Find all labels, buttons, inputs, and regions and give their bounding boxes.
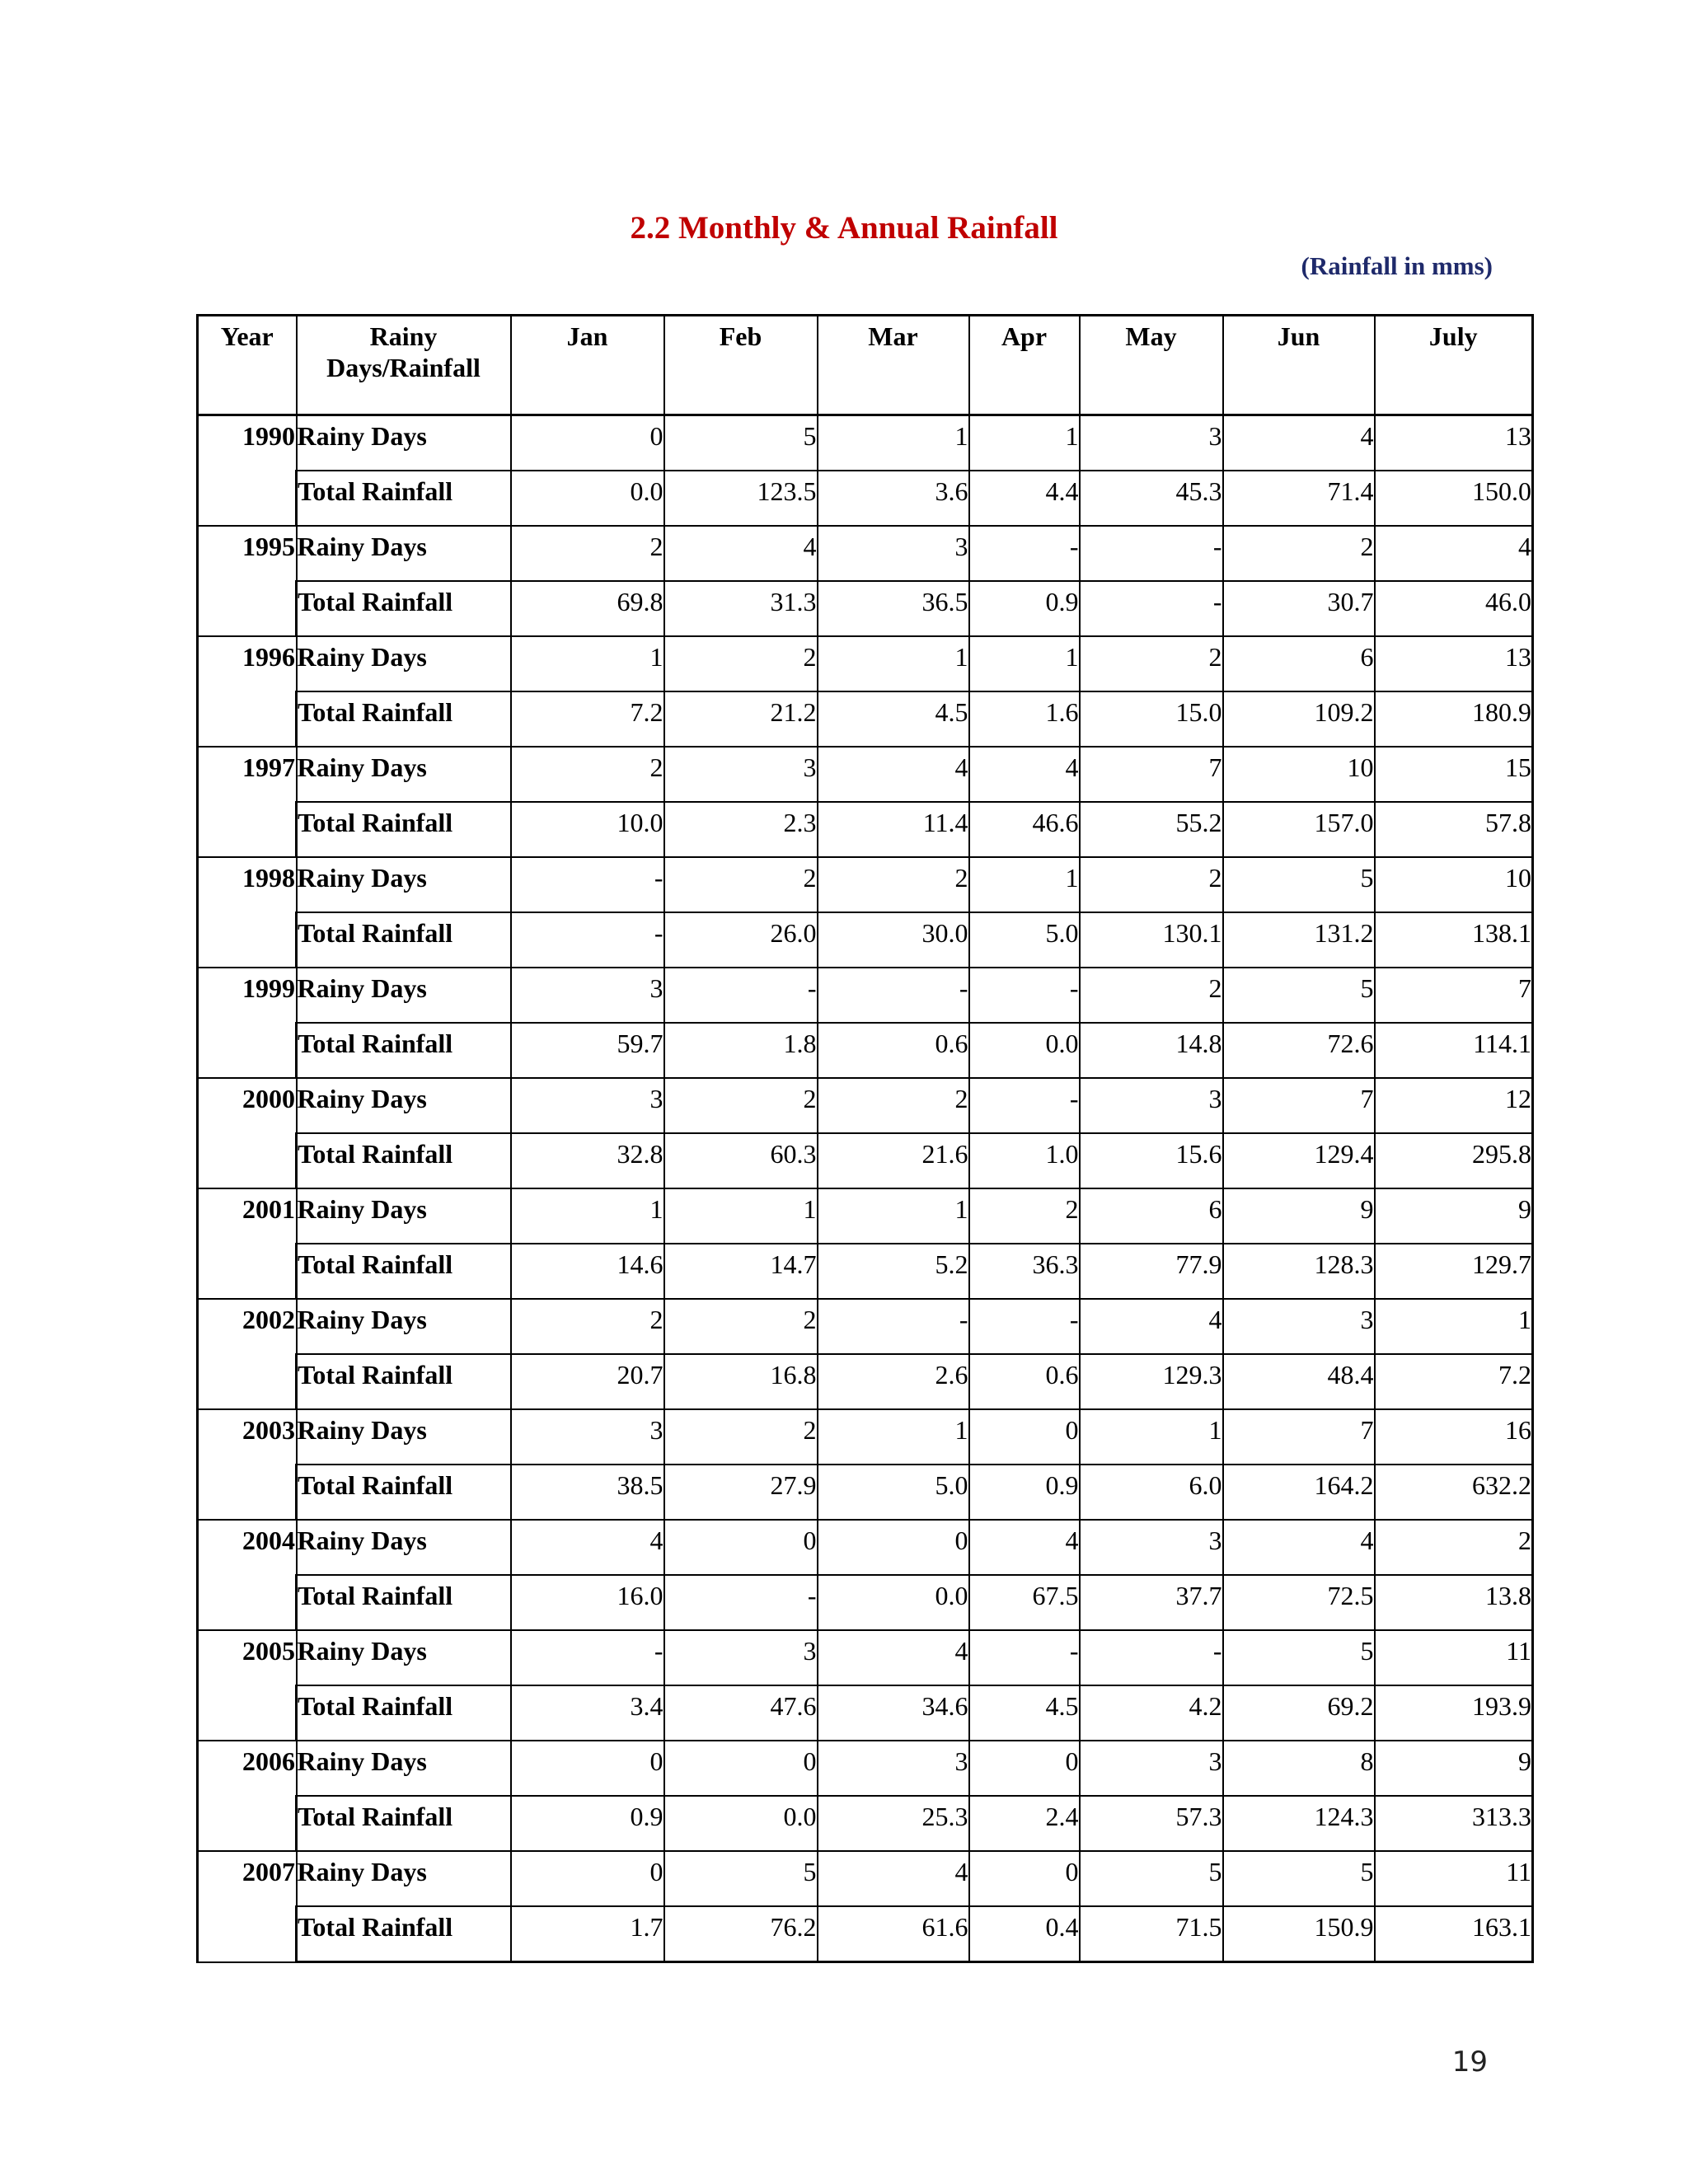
value-cell: 55.2 — [1080, 802, 1223, 857]
year-cell: 2006 — [198, 1741, 297, 1851]
value-cell: 163.1 — [1375, 1906, 1533, 1962]
total-rainfall-label: Total Rainfall — [297, 802, 511, 857]
total-rainfall-label: Total Rainfall — [297, 912, 511, 968]
value-cell: 295.8 — [1375, 1133, 1533, 1188]
value-cell: 2 — [818, 857, 969, 912]
table-row — [198, 1630, 1533, 1685]
total-rainfall-label: Total Rainfall — [297, 1244, 511, 1299]
value-cell: 5 — [664, 1851, 818, 1906]
value-cell: 30.7 — [1223, 581, 1375, 636]
header-row — [198, 316, 1533, 415]
value-cell: 59.7 — [511, 1023, 664, 1078]
value-cell: 3 — [511, 968, 664, 1023]
year-cell: 2003 — [198, 1409, 297, 1520]
total-rainfall-label: Total Rainfall — [297, 581, 511, 636]
value-cell: - — [664, 1575, 818, 1630]
rainy-days-label: Rainy Days — [297, 1078, 511, 1133]
table-row — [198, 1741, 1533, 1796]
table-row — [198, 471, 1533, 526]
value-cell: 32.8 — [511, 1133, 664, 1188]
value-cell: 77.9 — [1080, 1244, 1223, 1299]
value-cell: 0.9 — [969, 581, 1080, 636]
value-cell: 15 — [1375, 747, 1533, 802]
value-cell: 14.7 — [664, 1244, 818, 1299]
table-row — [198, 968, 1533, 1023]
value-cell: - — [1080, 526, 1223, 581]
value-cell: 1 — [818, 1188, 969, 1244]
rainy-days-label: Rainy Days — [297, 636, 511, 691]
year-cell: 1995 — [198, 526, 297, 636]
value-cell: - — [818, 1299, 969, 1354]
rainy-days-label: Rainy Days — [297, 526, 511, 581]
value-cell: 5 — [1223, 968, 1375, 1023]
page-title: 2.2 Monthly & Annual Rainfall — [630, 210, 1058, 246]
value-cell: 69.2 — [1223, 1685, 1375, 1741]
value-cell: 1 — [664, 1188, 818, 1244]
value-cell: 2.3 — [664, 802, 818, 857]
value-cell: 10 — [1375, 857, 1533, 912]
value-cell: 1 — [818, 1409, 969, 1465]
value-cell: 9 — [1223, 1188, 1375, 1244]
units-note: (Rainfall in mms) — [1301, 251, 1493, 280]
value-cell: 3 — [1223, 1299, 1375, 1354]
total-rainfall-label: Total Rainfall — [297, 1133, 511, 1188]
table-row — [198, 1796, 1533, 1851]
value-cell: 632.2 — [1375, 1465, 1533, 1520]
rainy-days-label: Rainy Days — [297, 747, 511, 802]
column-header-july: July — [1375, 316, 1533, 415]
value-cell: 47.6 — [664, 1685, 818, 1741]
table-row — [198, 1575, 1533, 1630]
value-cell: 2 — [664, 1409, 818, 1465]
value-cell: 2 — [511, 747, 664, 802]
value-cell: 38.5 — [511, 1465, 664, 1520]
value-cell: 2 — [664, 1299, 818, 1354]
value-cell: 0.9 — [511, 1796, 664, 1851]
value-cell: 0 — [511, 1741, 664, 1796]
value-cell: 3 — [1080, 415, 1223, 471]
value-cell: 1 — [969, 857, 1080, 912]
value-cell: 0 — [969, 1741, 1080, 1796]
value-cell: 4.2 — [1080, 1685, 1223, 1741]
table-row — [198, 1906, 1533, 1962]
value-cell: 37.7 — [1080, 1575, 1223, 1630]
value-cell: 13.8 — [1375, 1575, 1533, 1630]
value-cell: 2 — [1080, 968, 1223, 1023]
value-cell: 4.5 — [969, 1685, 1080, 1741]
value-cell: - — [1080, 581, 1223, 636]
year-cell: 1990 — [198, 415, 297, 527]
value-cell: 0 — [511, 415, 664, 471]
value-cell: 1.8 — [664, 1023, 818, 1078]
value-cell: - — [664, 968, 818, 1023]
value-cell: 27.9 — [664, 1465, 818, 1520]
table-row — [198, 747, 1533, 802]
rainy-days-label: Rainy Days — [297, 1851, 511, 1906]
value-cell: 57.8 — [1375, 802, 1533, 857]
value-cell: 21.2 — [664, 691, 818, 747]
value-cell: 69.8 — [511, 581, 664, 636]
value-cell: 11.4 — [818, 802, 969, 857]
value-cell: 3 — [1080, 1520, 1223, 1575]
column-header-mar: Mar — [818, 316, 969, 415]
value-cell: 5 — [1080, 1851, 1223, 1906]
year-cell: 2007 — [198, 1851, 297, 1962]
value-cell: 25.3 — [818, 1796, 969, 1851]
value-cell: 130.1 — [1080, 912, 1223, 968]
value-cell: 76.2 — [664, 1906, 818, 1962]
total-rainfall-label: Total Rainfall — [297, 1023, 511, 1078]
value-cell: 2.6 — [818, 1354, 969, 1409]
value-cell: - — [511, 912, 664, 968]
value-cell: 128.3 — [1223, 1244, 1375, 1299]
value-cell: 3 — [664, 747, 818, 802]
value-cell: 14.8 — [1080, 1023, 1223, 1078]
value-cell: 1.6 — [969, 691, 1080, 747]
value-cell: 16.0 — [511, 1575, 664, 1630]
value-cell: 129.7 — [1375, 1244, 1533, 1299]
value-cell: 1 — [511, 1188, 664, 1244]
table-row — [198, 1023, 1533, 1078]
value-cell: 20.7 — [511, 1354, 664, 1409]
year-cell: 1996 — [198, 636, 297, 747]
value-cell: 3 — [1080, 1741, 1223, 1796]
value-cell: 3 — [818, 526, 969, 581]
value-cell: 1 — [818, 636, 969, 691]
value-cell: 1 — [818, 415, 969, 471]
value-cell: 0 — [818, 1520, 969, 1575]
value-cell: 129.3 — [1080, 1354, 1223, 1409]
value-cell: 6 — [1223, 636, 1375, 691]
total-rainfall-label: Total Rainfall — [297, 691, 511, 747]
value-cell: 9 — [1375, 1188, 1533, 1244]
value-cell: 48.4 — [1223, 1354, 1375, 1409]
value-cell: - — [969, 1299, 1080, 1354]
value-cell: 1.7 — [511, 1906, 664, 1962]
table-row — [198, 526, 1533, 581]
value-cell: 4 — [1223, 415, 1375, 471]
value-cell: 5.0 — [969, 912, 1080, 968]
value-cell: 2 — [1375, 1520, 1533, 1575]
rainy-days-label: Rainy Days — [297, 1299, 511, 1354]
total-rainfall-label: Total Rainfall — [297, 1575, 511, 1630]
value-cell: 15.0 — [1080, 691, 1223, 747]
column-header-apr: Apr — [969, 316, 1080, 415]
rainy-days-label: Rainy Days — [297, 857, 511, 912]
value-cell: 5 — [664, 415, 818, 471]
value-cell: 13 — [1375, 636, 1533, 691]
table-body — [198, 415, 1533, 1962]
table-row — [198, 1520, 1533, 1575]
value-cell: 3 — [511, 1078, 664, 1133]
value-cell: 131.2 — [1223, 912, 1375, 968]
year-cell: 1999 — [198, 968, 297, 1078]
value-cell: 67.5 — [969, 1575, 1080, 1630]
year-cell: 1997 — [198, 747, 297, 857]
value-cell: 2 — [664, 1078, 818, 1133]
value-cell: 0.4 — [969, 1906, 1080, 1962]
value-cell: 4 — [969, 1520, 1080, 1575]
value-cell: 4 — [1375, 526, 1533, 581]
year-cell: 1998 — [198, 857, 297, 968]
value-cell: 0.0 — [664, 1796, 818, 1851]
total-rainfall-label: Total Rainfall — [297, 1465, 511, 1520]
value-cell: 4 — [818, 1630, 969, 1685]
value-cell: 45.3 — [1080, 471, 1223, 526]
value-cell: 1 — [969, 415, 1080, 471]
value-cell: 1 — [969, 636, 1080, 691]
value-cell: 6 — [1080, 1188, 1223, 1244]
value-cell: - — [969, 968, 1080, 1023]
table-row — [198, 802, 1533, 857]
value-cell: 5.2 — [818, 1244, 969, 1299]
value-cell: 5 — [1223, 857, 1375, 912]
total-rainfall-label: Total Rainfall — [297, 1796, 511, 1851]
value-cell: 2 — [511, 1299, 664, 1354]
total-rainfall-label: Total Rainfall — [297, 1354, 511, 1409]
value-cell: 13 — [1375, 415, 1533, 471]
value-cell: - — [969, 1078, 1080, 1133]
value-cell: - — [818, 968, 969, 1023]
year-cell: 2002 — [198, 1299, 297, 1409]
table-row — [198, 415, 1533, 471]
table-row — [198, 581, 1533, 636]
value-cell: 0 — [511, 1851, 664, 1906]
year-cell: 2005 — [198, 1630, 297, 1741]
value-cell: 2 — [818, 1078, 969, 1133]
value-cell: 2 — [1080, 636, 1223, 691]
value-cell: 1 — [1080, 1409, 1223, 1465]
value-cell: 4 — [1080, 1299, 1223, 1354]
total-rainfall-label: Total Rainfall — [297, 1685, 511, 1741]
value-cell: 0 — [969, 1851, 1080, 1906]
year-cell: 2004 — [198, 1520, 297, 1630]
table-row — [198, 1078, 1533, 1133]
value-cell: 0.0 — [511, 471, 664, 526]
table-row — [198, 1133, 1533, 1188]
value-cell: 5 — [1223, 1851, 1375, 1906]
value-cell: 157.0 — [1223, 802, 1375, 857]
value-cell: 3.4 — [511, 1685, 664, 1741]
value-cell: 14.6 — [511, 1244, 664, 1299]
value-cell: 9 — [1375, 1741, 1533, 1796]
value-cell: 7 — [1223, 1409, 1375, 1465]
value-cell: 4 — [511, 1520, 664, 1575]
table-row — [198, 1685, 1533, 1741]
value-cell: 180.9 — [1375, 691, 1533, 747]
value-cell: 21.6 — [818, 1133, 969, 1188]
value-cell: 15.6 — [1080, 1133, 1223, 1188]
value-cell: 3 — [511, 1409, 664, 1465]
value-cell: 0.0 — [969, 1023, 1080, 1078]
column-header-may: May — [1080, 316, 1223, 415]
value-cell: 72.5 — [1223, 1575, 1375, 1630]
value-cell: 36.5 — [818, 581, 969, 636]
value-cell: 4 — [664, 526, 818, 581]
value-cell: 0.6 — [818, 1023, 969, 1078]
rainy-days-label: Rainy Days — [297, 1409, 511, 1465]
column-header-rainy-days-rainfall: Rainy Days/Rainfall — [297, 316, 511, 415]
value-cell: 12 — [1375, 1078, 1533, 1133]
value-cell: 10.0 — [511, 802, 664, 857]
value-cell: 2 — [664, 857, 818, 912]
table-row — [198, 1465, 1533, 1520]
value-cell: 4 — [1223, 1520, 1375, 1575]
table-row — [198, 1299, 1533, 1354]
value-cell: 72.6 — [1223, 1023, 1375, 1078]
value-cell: 3.6 — [818, 471, 969, 526]
table-row — [198, 636, 1533, 691]
table-row — [198, 1244, 1533, 1299]
value-cell: 26.0 — [664, 912, 818, 968]
column-header-jan: Jan — [511, 316, 664, 415]
value-cell: 8 — [1223, 1741, 1375, 1796]
value-cell: 11 — [1375, 1630, 1533, 1685]
value-cell: 0.0 — [818, 1575, 969, 1630]
value-cell: 11 — [1375, 1851, 1533, 1906]
value-cell: 2 — [1223, 526, 1375, 581]
column-header-feb: Feb — [664, 316, 818, 415]
value-cell: 4 — [969, 747, 1080, 802]
value-cell: 1 — [1375, 1299, 1533, 1354]
value-cell: 0 — [664, 1520, 818, 1575]
value-cell: 1.0 — [969, 1133, 1080, 1188]
value-cell: 7 — [1375, 968, 1533, 1023]
value-cell: 193.9 — [1375, 1685, 1533, 1741]
value-cell: - — [1080, 1630, 1223, 1685]
table-row — [198, 1851, 1533, 1906]
value-cell: 36.3 — [969, 1244, 1080, 1299]
value-cell: 71.4 — [1223, 471, 1375, 526]
value-cell: 46.6 — [969, 802, 1080, 857]
value-cell: 313.3 — [1375, 1796, 1533, 1851]
total-rainfall-label: Total Rainfall — [297, 1906, 511, 1962]
rainfall-table — [196, 314, 1534, 1963]
value-cell: 3 — [1080, 1078, 1223, 1133]
value-cell: 1 — [511, 636, 664, 691]
value-cell: 7.2 — [511, 691, 664, 747]
value-cell: 164.2 — [1223, 1465, 1375, 1520]
value-cell: 114.1 — [1375, 1023, 1533, 1078]
value-cell: 57.3 — [1080, 1796, 1223, 1851]
value-cell: 4 — [818, 747, 969, 802]
year-cell: 2000 — [198, 1078, 297, 1188]
value-cell: 4.4 — [969, 471, 1080, 526]
value-cell: 61.6 — [818, 1906, 969, 1962]
rainy-days-label: Rainy Days — [297, 415, 511, 471]
table-row — [198, 691, 1533, 747]
value-cell: 3 — [818, 1741, 969, 1796]
value-cell: 2.4 — [969, 1796, 1080, 1851]
value-cell: - — [511, 1630, 664, 1685]
value-cell: 34.6 — [818, 1685, 969, 1741]
value-cell: 6.0 — [1080, 1465, 1223, 1520]
value-cell: 71.5 — [1080, 1906, 1223, 1962]
value-cell: 10 — [1223, 747, 1375, 802]
value-cell: 2 — [511, 526, 664, 581]
value-cell: 124.3 — [1223, 1796, 1375, 1851]
value-cell: 5 — [1223, 1630, 1375, 1685]
rainy-days-label: Rainy Days — [297, 1520, 511, 1575]
value-cell: 123.5 — [664, 471, 818, 526]
value-cell: 129.4 — [1223, 1133, 1375, 1188]
value-cell: 109.2 — [1223, 691, 1375, 747]
table-row — [198, 857, 1533, 912]
value-cell: 7 — [1223, 1078, 1375, 1133]
value-cell: - — [511, 857, 664, 912]
value-cell: 0 — [969, 1409, 1080, 1465]
year-cell: 2001 — [198, 1188, 297, 1299]
value-cell: 0.6 — [969, 1354, 1080, 1409]
value-cell: 4.5 — [818, 691, 969, 747]
value-cell: 150.9 — [1223, 1906, 1375, 1962]
column-header-jun: Jun — [1223, 316, 1375, 415]
value-cell: 150.0 — [1375, 471, 1533, 526]
rainy-days-label: Rainy Days — [297, 1188, 511, 1244]
column-header-year: Year — [198, 316, 297, 415]
rainy-days-label: Rainy Days — [297, 968, 511, 1023]
value-cell: 16.8 — [664, 1354, 818, 1409]
table-row — [198, 912, 1533, 968]
value-cell: 46.0 — [1375, 581, 1533, 636]
rainy-days-label: Rainy Days — [297, 1741, 511, 1796]
value-cell: 138.1 — [1375, 912, 1533, 968]
value-cell: 31.3 — [664, 581, 818, 636]
value-cell: - — [969, 1630, 1080, 1685]
table-row — [198, 1188, 1533, 1244]
value-cell: - — [969, 526, 1080, 581]
value-cell: 2 — [969, 1188, 1080, 1244]
page-number: 19 — [1451, 2046, 1488, 2079]
value-cell: 5.0 — [818, 1465, 969, 1520]
value-cell: 7 — [1080, 747, 1223, 802]
table-row — [198, 1354, 1533, 1409]
value-cell: 60.3 — [664, 1133, 818, 1188]
value-cell: 0 — [664, 1741, 818, 1796]
table-row — [198, 1409, 1533, 1465]
value-cell: 30.0 — [818, 912, 969, 968]
value-cell: 7.2 — [1375, 1354, 1533, 1409]
value-cell: 2 — [1080, 857, 1223, 912]
value-cell: 0.9 — [969, 1465, 1080, 1520]
value-cell: 2 — [664, 636, 818, 691]
value-cell: 4 — [818, 1851, 969, 1906]
rainy-days-label: Rainy Days — [297, 1630, 511, 1685]
value-cell: 3 — [664, 1630, 818, 1685]
value-cell: 16 — [1375, 1409, 1533, 1465]
total-rainfall-label: Total Rainfall — [297, 471, 511, 526]
